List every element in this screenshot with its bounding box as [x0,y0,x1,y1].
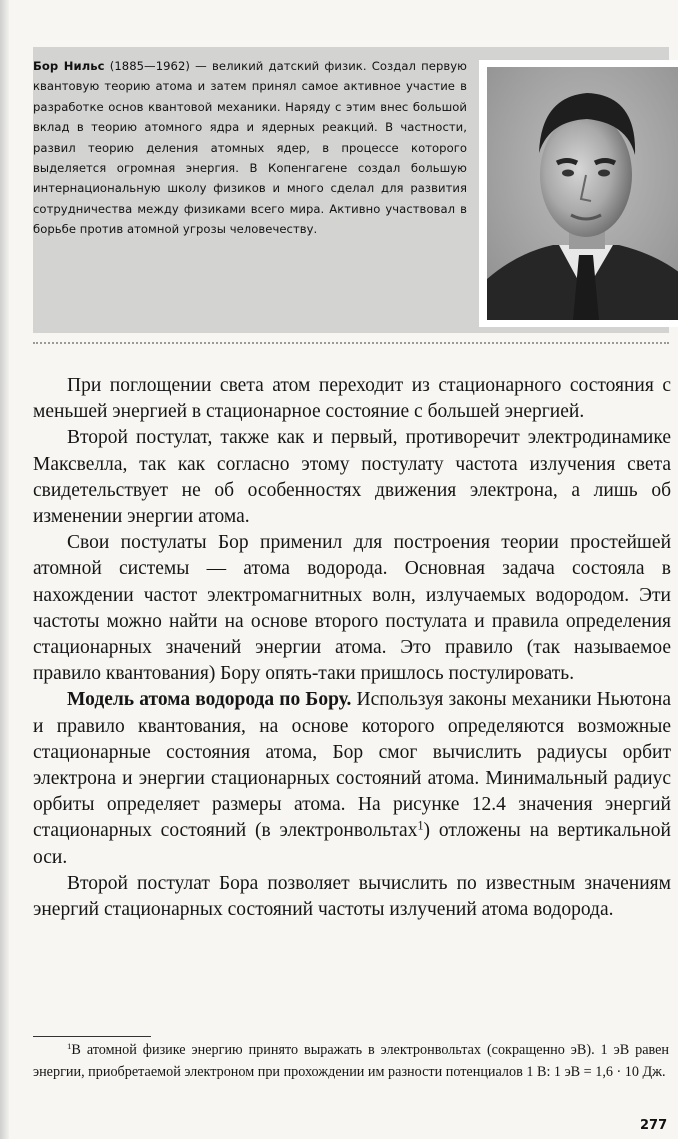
paragraph: Второй постулат, также как и первый, противоречит электродинамике Максвелла, так как согласно этому постулату частота излучения света свидетельствует не об особенностях движения электрона, а лишь об изменении энергии атома. [33,427,671,528]
footnote [33,1040,669,1083]
section-heading: Модель атома водорода по Бору. [67,689,352,711]
paragraph: Свои постулаты Бор применил для построения теории простейшей атомной системы — атома водорода. Основная задача состояла в нахождении частот электромагнитных волн, излучаемых водородом. Эти частоты можно найти на основе второго постулата и правила определения стационарных значений энергии атома. Это правило (так называемое правило квантования) Бору опять-таки пришлось постулировать. [33,532,671,685]
paragraph [33,687,671,870]
paragraph: Второй постулат Бора позволяет вычислить по известным значениям энергий стационарных состояний частоты излучений атома водорода. [33,872,671,921]
footnote-mark: 1 [67,1041,72,1052]
page-edge [0,0,9,1139]
page-number: 277 [640,1118,668,1133]
biography-text [33,56,467,240]
bio-description: великий датский физик. Создал первую квантовую теорию атома и затем принял самое активное участие в разработке основ квантовой механики. Наряду с этим внес большой вклад в теорию атомного ядра и ядерных реакций. В частности, развил теорию деления атомных ядер, в процессе которого выделяется огромная энергия. В Копенгагене создал большую интернациональную школу физиков и много сделал для развития сотрудничества между физиками всего мира. Активно участвовал в борьбе против атомной угрозы человечеству. [33,59,467,237]
footnote-reference: 1 [417,818,424,833]
bio-name: Бор Нильс [33,59,105,73]
footnote-text: В атомной физике энергию принято выражать в электронвольтах (сокращенно эВ). 1 эВ равен энергии, приобретаемой электроном при прохождении им разности потенциалов 1 В: 1 эВ = 1,6 · 10 Дж. [33,1042,669,1080]
footnote-rule [33,1036,151,1037]
biography-box [33,47,669,333]
portrait-frame [479,60,678,327]
main-text [33,373,671,923]
paragraph: При поглощении света атом переходит из стационарного состояния с меньшей энергией в стационарное состояние с большей энергией. [33,375,671,423]
paragraph-text: Используя законы механики Ньютона и правило квантования, на основе которого определяются возможные стационарные состояния атома, Бор смог вычислить радиусы орбит электрона и энергии стационарных состояний атома. Минимальный радиус орбиты определяет размеры атома. На рисунке 12.4 значения энергий стационарных состояний (в электронвольтах [33,689,671,842]
paragraph-text: ) отложены на вертикальной оси. [33,820,671,868]
bio-dates: (1885—1962) — [109,59,207,73]
portrait-photo [487,67,678,320]
dotted-divider [33,342,669,344]
